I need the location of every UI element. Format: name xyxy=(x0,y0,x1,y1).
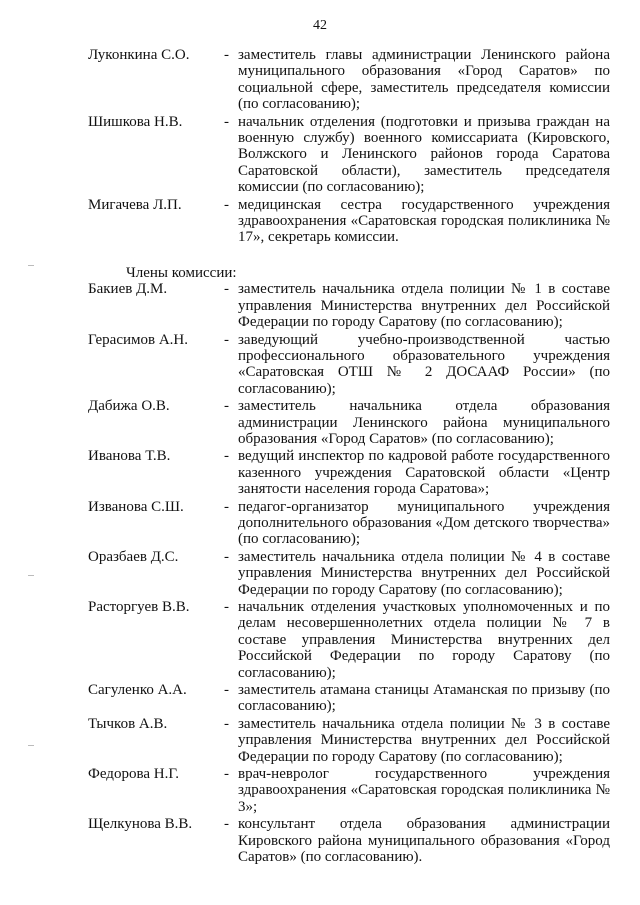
members-heading: Члены комиссии: xyxy=(126,264,237,281)
person-entry xyxy=(88,47,610,113)
person-name: Щелкунова В.В. xyxy=(88,816,193,833)
scan-margin-mark xyxy=(28,265,34,266)
members-section xyxy=(88,281,610,865)
person-description: начальник отделения участковых уполномоченных и по делам несовершеннолетних отдела полиции № 7 в составе управления Министерства внутренних дел Российской Федерации по городу Саратову (по согласованию); xyxy=(238,599,610,681)
person-description: ведущий инспектор по кадровой работе государственного казенного учреждения Саратовской области «Центр занятости населения города Саратова»; xyxy=(238,448,610,498)
person-description: консультант отдела образования администрации Кировского района муниципального образования «Город Саратов» (по согласованию). xyxy=(238,816,610,866)
person-entry xyxy=(88,448,610,497)
person-description: педагог-организатор муниципального учреждения дополнительного образования «Дом детского творчества» (по согласованию); xyxy=(238,498,610,548)
person-entry xyxy=(88,599,610,681)
person-entry xyxy=(88,499,610,548)
person-entry xyxy=(88,766,610,815)
entry-dash: - xyxy=(224,47,229,63)
person-name: Бакиев Д.М. xyxy=(88,281,168,298)
page-number: 42 xyxy=(313,18,327,33)
person-entry xyxy=(88,816,610,865)
person-description: медицинская сестра государственного учреждения здравоохранения «Саратовская городская поликлиника № 17», секретарь комиссии. xyxy=(238,196,610,246)
person-name: Сагуленко А.А. xyxy=(88,682,187,699)
person-name: Шишкова Н.В. xyxy=(88,113,183,130)
person-name: Мигачева Л.П. xyxy=(88,196,182,213)
person-entry xyxy=(88,114,610,196)
entry-dash: - xyxy=(224,448,229,465)
person-entry xyxy=(88,197,610,246)
person-description: заведующий учебно-производственной частью профессионального образовательного учреждения «Саратовская ОТШ № 2 ДОСААФ России» (по согласованию); xyxy=(238,331,610,397)
person-entry xyxy=(88,281,610,330)
entry-dash: - xyxy=(224,196,229,213)
person-description: заместитель начальника отдела полиции № 4 в составе управления Министерства внутренних дел Российской Федерации по городу Саратову (по согласованию); xyxy=(238,548,610,598)
person-entry xyxy=(88,398,610,447)
entry-dash: - xyxy=(224,331,229,348)
entry-dash: - xyxy=(224,766,229,783)
person-description: заместитель начальника отдела образования администрации Ленинского района муниципального образования «Город Саратов» (по согласованию); xyxy=(238,398,610,447)
entry-dash: - xyxy=(224,113,229,130)
entry-dash: - xyxy=(224,548,229,565)
person-name: Иванова Т.В. xyxy=(88,448,171,465)
person-description: заместитель начальника отдела полиции № 3 в составе управления Министерства внутренних дел Российской Федерации по городу Саратову (по согласованию); xyxy=(238,715,610,765)
person-entry xyxy=(88,332,610,398)
person-name: Герасимов А.Н. xyxy=(88,331,189,348)
person-name: Оразбаев Д.С. xyxy=(88,548,179,565)
entry-dash: - xyxy=(224,398,229,415)
person-name: Расторгуев В.В. xyxy=(88,599,190,615)
person-name: Изванова С.Ш. xyxy=(88,498,184,515)
leaders-section xyxy=(88,47,610,246)
entry-dash: - xyxy=(224,682,229,699)
scan-margin-mark xyxy=(28,575,34,576)
commission-list xyxy=(88,47,610,867)
person-description: врач-невролог государственного учреждения здравоохранения «Саратовская городская поликлиника № 3»; xyxy=(238,766,610,815)
entry-dash: - xyxy=(224,281,229,298)
person-description: заместитель атамана станицы Атаманская по призыву (по согласованию); xyxy=(238,682,610,715)
person-name: Луконкина С.О. xyxy=(88,47,190,63)
person-entry xyxy=(88,716,610,765)
person-name: Федорова Н.Г. xyxy=(88,766,180,783)
person-entry xyxy=(88,549,610,598)
entry-dash: - xyxy=(224,498,229,515)
person-name: Дабижа О.В. xyxy=(88,398,170,415)
entry-dash: - xyxy=(224,816,229,833)
person-description: заместитель начальника отдела полиции № 1 в составе управления Министерства внутренних дел Российской Федерации по городу Саратову (по согласованию); xyxy=(238,281,610,331)
person-description: заместитель главы администрации Ленинского района муниципального образования «Город Саратов» по социальной сфере, заместитель председателя комиссии (по согласованию); xyxy=(238,47,610,113)
person-description: начальник отделения (подготовки и призыва граждан на военную службу) военного комиссариата (Кировского, Волжского и Ленинского районов города Саратова Саратовской области), заместитель председателя комиссии (по согласованию); xyxy=(238,113,610,196)
person-entry xyxy=(88,682,610,715)
entry-dash: - xyxy=(224,715,229,732)
entry-dash: - xyxy=(224,599,229,615)
scan-margin-mark xyxy=(28,745,34,746)
person-name: Тычков А.В. xyxy=(88,715,168,732)
